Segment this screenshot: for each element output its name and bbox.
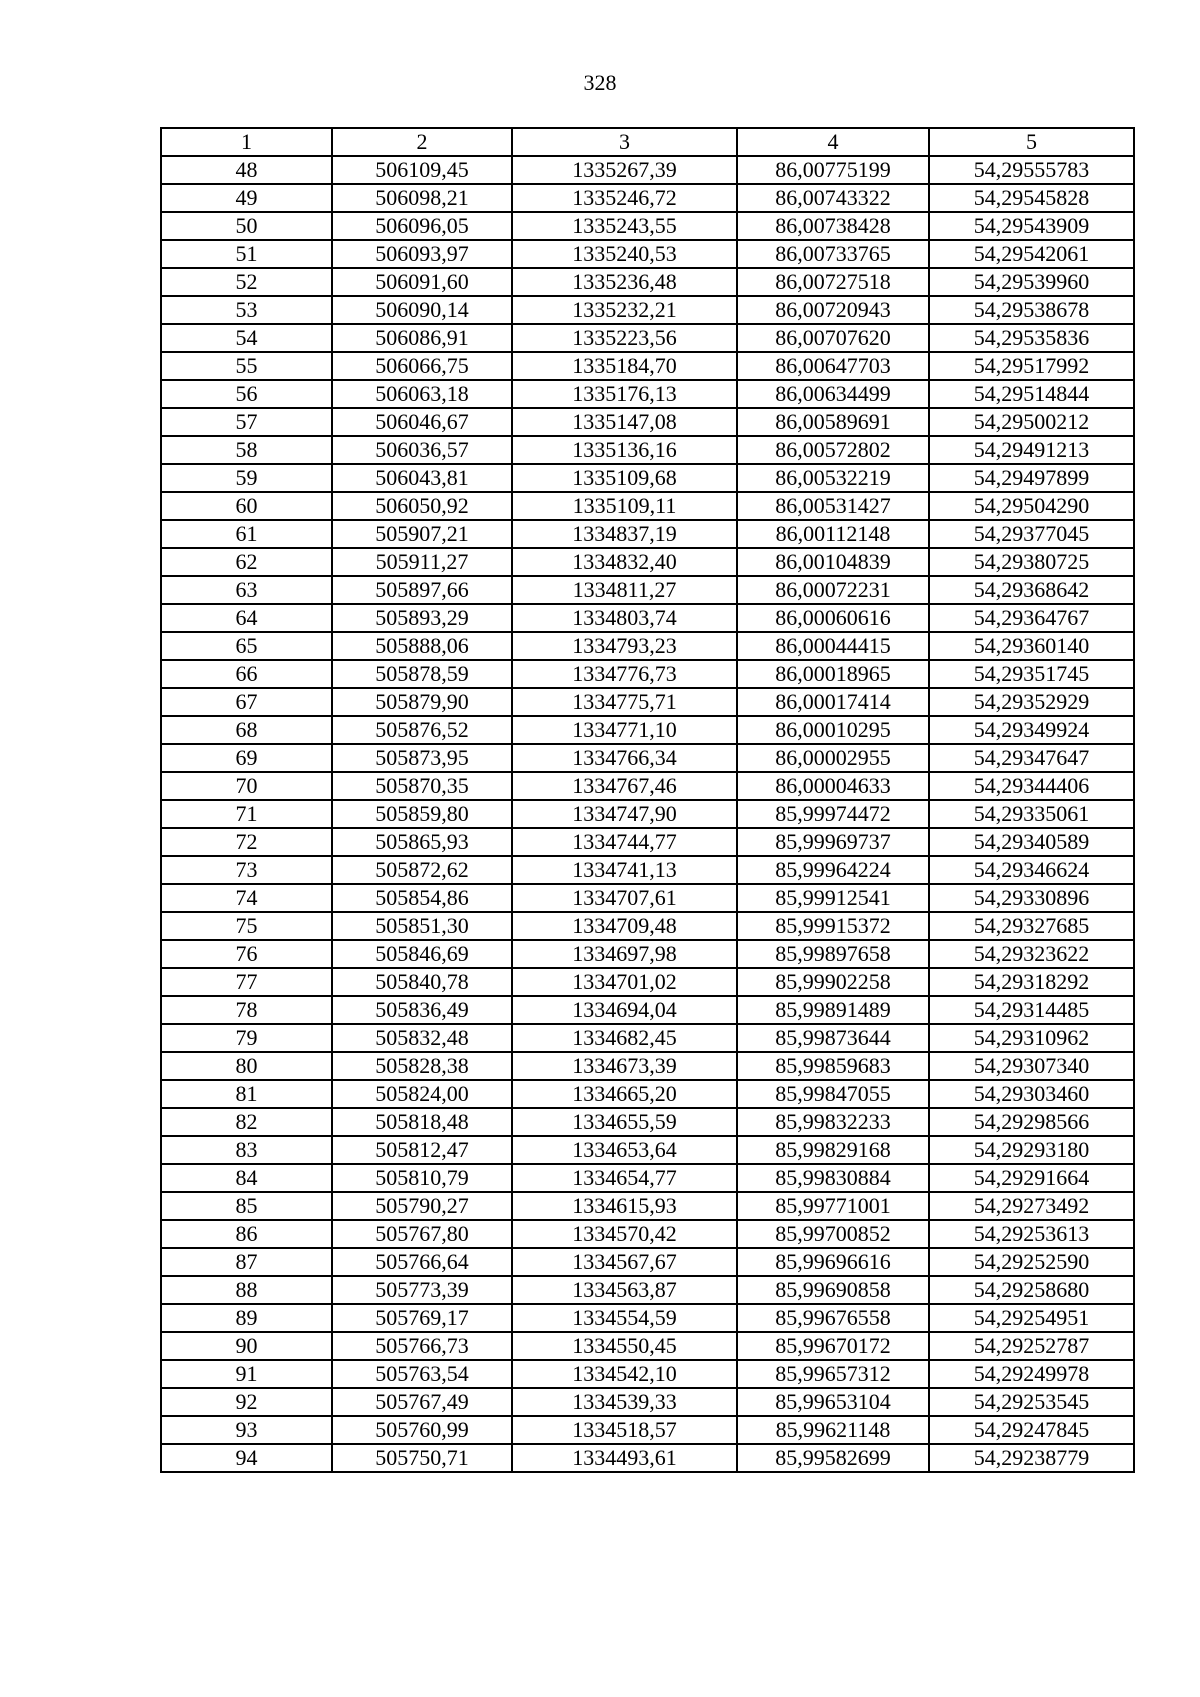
table-cell: 81 (161, 1080, 332, 1108)
table-row (161, 1276, 1134, 1304)
table-cell: 54,29346624 (929, 856, 1134, 884)
table-cell: 54,29310962 (929, 1024, 1134, 1052)
table-cell: 67 (161, 688, 332, 716)
table-row (161, 1416, 1134, 1444)
table-cell: 86,00531427 (737, 492, 929, 520)
table-cell: 54,29327685 (929, 912, 1134, 940)
table-cell: 505767,49 (332, 1388, 512, 1416)
table-cell: 85,99653104 (737, 1388, 929, 1416)
table-cell: 506043,81 (332, 464, 512, 492)
table-cell: 86,00589691 (737, 408, 929, 436)
table-cell: 1335109,11 (512, 492, 737, 520)
table-cell: 85,99897658 (737, 940, 929, 968)
table-cell: 1334653,64 (512, 1136, 737, 1164)
table-cell: 86,00017414 (737, 688, 929, 716)
table-cell: 86,00112148 (737, 520, 929, 548)
table-cell: 54,29247845 (929, 1416, 1134, 1444)
table-cell: 54,29252590 (929, 1248, 1134, 1276)
table-cell: 54,29360140 (929, 632, 1134, 660)
table-cell: 54,29238779 (929, 1444, 1134, 1472)
table-cell: 1334673,39 (512, 1052, 737, 1080)
column-header: 2 (332, 128, 512, 156)
table-row (161, 1444, 1134, 1472)
table-row (161, 1108, 1134, 1136)
table-cell: 506046,67 (332, 408, 512, 436)
table-cell: 505893,29 (332, 604, 512, 632)
table-cell: 54,29543909 (929, 212, 1134, 240)
table-cell: 54,29291664 (929, 1164, 1134, 1192)
table-cell: 86,00018965 (737, 660, 929, 688)
table-cell: 1334771,10 (512, 716, 737, 744)
table-cell: 50 (161, 212, 332, 240)
table-row (161, 884, 1134, 912)
table-cell: 505888,06 (332, 632, 512, 660)
table-cell: 506066,75 (332, 352, 512, 380)
table-cell: 62 (161, 548, 332, 576)
table-cell: 61 (161, 520, 332, 548)
table-cell: 1334837,19 (512, 520, 737, 548)
table-cell: 505873,95 (332, 744, 512, 772)
table-cell: 53 (161, 296, 332, 324)
table-cell: 1334570,42 (512, 1220, 737, 1248)
table-cell: 72 (161, 828, 332, 856)
table-cell: 505763,54 (332, 1360, 512, 1388)
table-cell: 68 (161, 716, 332, 744)
table-cell: 54,29303460 (929, 1080, 1134, 1108)
table-cell: 505846,69 (332, 940, 512, 968)
table-cell: 86,00738428 (737, 212, 929, 240)
table-cell: 506098,21 (332, 184, 512, 212)
table-cell: 56 (161, 380, 332, 408)
table-cell: 1335136,16 (512, 436, 737, 464)
table-cell: 1334654,77 (512, 1164, 737, 1192)
coordinates-table (160, 127, 1135, 1473)
table-cell: 86,00060616 (737, 604, 929, 632)
table-row (161, 828, 1134, 856)
table-cell: 54,29344406 (929, 772, 1134, 800)
table-row (161, 660, 1134, 688)
table-cell: 85,99830884 (737, 1164, 929, 1192)
table-cell: 1334775,71 (512, 688, 737, 716)
table-cell: 505865,93 (332, 828, 512, 856)
table-row (161, 744, 1134, 772)
table-row (161, 520, 1134, 548)
table-cell: 1334493,61 (512, 1444, 737, 1472)
table-cell: 505872,62 (332, 856, 512, 884)
table-cell: 54,29252787 (929, 1332, 1134, 1360)
table-cell: 1334709,48 (512, 912, 737, 940)
table-cell: 49 (161, 184, 332, 212)
table-row (161, 548, 1134, 576)
table-cell: 1334747,90 (512, 800, 737, 828)
table-cell: 85,99582699 (737, 1444, 929, 1472)
table-row (161, 212, 1134, 240)
table-cell: 54,29349924 (929, 716, 1134, 744)
table-row (161, 268, 1134, 296)
table-cell: 1334767,46 (512, 772, 737, 800)
table-cell: 505911,27 (332, 548, 512, 576)
table-row (161, 632, 1134, 660)
table-cell: 48 (161, 156, 332, 184)
table-cell: 1335246,72 (512, 184, 737, 212)
table-row (161, 1360, 1134, 1388)
table-cell: 505828,38 (332, 1052, 512, 1080)
table-cell: 85,99657312 (737, 1360, 929, 1388)
table-cell: 54,29514844 (929, 380, 1134, 408)
table-cell: 89 (161, 1304, 332, 1332)
table-cell: 86,00532219 (737, 464, 929, 492)
table-cell: 57 (161, 408, 332, 436)
table-cell: 1334615,93 (512, 1192, 737, 1220)
table-row (161, 1080, 1134, 1108)
table-cell: 505750,71 (332, 1444, 512, 1472)
table-row (161, 1164, 1134, 1192)
table-cell: 506050,92 (332, 492, 512, 520)
table-row (161, 408, 1134, 436)
table-cell: 1334741,13 (512, 856, 737, 884)
table-row (161, 856, 1134, 884)
table-cell: 85,99670172 (737, 1332, 929, 1360)
table-cell: 86,00647703 (737, 352, 929, 380)
table-cell: 506063,18 (332, 380, 512, 408)
table-cell: 79 (161, 1024, 332, 1052)
table-cell: 1334811,27 (512, 576, 737, 604)
table-cell: 91 (161, 1360, 332, 1388)
table-cell: 64 (161, 604, 332, 632)
table-row (161, 772, 1134, 800)
table-cell: 86,00743322 (737, 184, 929, 212)
table-cell: 80 (161, 1052, 332, 1080)
table-cell: 505769,17 (332, 1304, 512, 1332)
table-cell: 505773,39 (332, 1276, 512, 1304)
table-cell: 1334744,77 (512, 828, 737, 856)
table-cell: 54,29377045 (929, 520, 1134, 548)
table-cell: 1334776,73 (512, 660, 737, 688)
table-row (161, 968, 1134, 996)
table-cell: 86,00044415 (737, 632, 929, 660)
table-cell: 86,00572802 (737, 436, 929, 464)
table-cell: 84 (161, 1164, 332, 1192)
table-cell: 54,29535836 (929, 324, 1134, 352)
table-cell: 1334707,61 (512, 884, 737, 912)
table-cell: 54,29298566 (929, 1108, 1134, 1136)
table-row (161, 716, 1134, 744)
table-cell: 505767,80 (332, 1220, 512, 1248)
table-cell: 505766,64 (332, 1248, 512, 1276)
table-cell: 65 (161, 632, 332, 660)
table-row (161, 1388, 1134, 1416)
table-row (161, 436, 1134, 464)
table-cell: 54,29368642 (929, 576, 1134, 604)
table-cell: 54,29491213 (929, 436, 1134, 464)
table-cell: 85,99873644 (737, 1024, 929, 1052)
table-cell: 1334554,59 (512, 1304, 737, 1332)
table-cell: 86,00002955 (737, 744, 929, 772)
table-cell: 71 (161, 800, 332, 828)
table-cell: 86,00775199 (737, 156, 929, 184)
table-cell: 54,29254951 (929, 1304, 1134, 1332)
table-cell: 54,29253545 (929, 1388, 1134, 1416)
table-cell: 85,99902258 (737, 968, 929, 996)
table-row (161, 240, 1134, 268)
table-cell: 1334567,67 (512, 1248, 737, 1276)
table-row (161, 352, 1134, 380)
table-cell: 85,99859683 (737, 1052, 929, 1080)
table-cell: 85,99700852 (737, 1220, 929, 1248)
table-row (161, 912, 1134, 940)
column-header: 4 (737, 128, 929, 156)
table-cell: 505832,48 (332, 1024, 512, 1052)
table-cell: 54,29500212 (929, 408, 1134, 436)
table-cell: 1334539,33 (512, 1388, 737, 1416)
table-cell: 92 (161, 1388, 332, 1416)
table-cell: 54,29545828 (929, 184, 1134, 212)
table-cell: 1334697,98 (512, 940, 737, 968)
column-header: 5 (929, 128, 1134, 156)
table-cell: 1334563,87 (512, 1276, 737, 1304)
table-cell: 85,99912541 (737, 884, 929, 912)
table-cell: 70 (161, 772, 332, 800)
table-cell: 90 (161, 1332, 332, 1360)
table-cell: 506090,14 (332, 296, 512, 324)
table-cell: 86 (161, 1220, 332, 1248)
table-cell: 505907,21 (332, 520, 512, 548)
table-cell: 86,00707620 (737, 324, 929, 352)
table-cell: 505878,59 (332, 660, 512, 688)
table-cell: 54,29249978 (929, 1360, 1134, 1388)
table-cell: 87 (161, 1248, 332, 1276)
table-row (161, 940, 1134, 968)
table-cell: 505836,49 (332, 996, 512, 1024)
table-cell: 1334542,10 (512, 1360, 737, 1388)
table-cell: 60 (161, 492, 332, 520)
table-cell: 1334665,20 (512, 1080, 737, 1108)
table-row (161, 1136, 1134, 1164)
table-cell: 505812,47 (332, 1136, 512, 1164)
table-cell: 54,29555783 (929, 156, 1134, 184)
table-cell: 52 (161, 268, 332, 296)
table-cell: 1334518,57 (512, 1416, 737, 1444)
table-cell: 1334766,34 (512, 744, 737, 772)
table-cell: 54,29330896 (929, 884, 1134, 912)
table-row (161, 996, 1134, 1024)
table-cell: 505818,48 (332, 1108, 512, 1136)
table-cell: 85,99690858 (737, 1276, 929, 1304)
table-cell: 85,99847055 (737, 1080, 929, 1108)
table-cell: 1335176,13 (512, 380, 737, 408)
table-cell: 54,29318292 (929, 968, 1134, 996)
table-cell: 1334832,40 (512, 548, 737, 576)
table-cell: 505897,66 (332, 576, 512, 604)
table-cell: 86,00072231 (737, 576, 929, 604)
table-body (161, 156, 1134, 1472)
table-cell: 85,99832233 (737, 1108, 929, 1136)
table-cell: 1334550,45 (512, 1332, 737, 1360)
table-cell: 505760,99 (332, 1416, 512, 1444)
table-cell: 505879,90 (332, 688, 512, 716)
table-cell: 1335109,68 (512, 464, 737, 492)
table-cell: 94 (161, 1444, 332, 1472)
table-row (161, 1220, 1134, 1248)
table-cell: 505766,73 (332, 1332, 512, 1360)
table-cell: 54,29253613 (929, 1220, 1134, 1248)
table-row (161, 184, 1134, 212)
table-cell: 54,29314485 (929, 996, 1134, 1024)
table-cell: 69 (161, 744, 332, 772)
table-row (161, 1024, 1134, 1052)
table-row (161, 1248, 1134, 1276)
table-cell: 54,29340589 (929, 828, 1134, 856)
table-cell: 85,99829168 (737, 1136, 929, 1164)
table-cell: 1335236,48 (512, 268, 737, 296)
table-cell: 505810,79 (332, 1164, 512, 1192)
table-cell: 54,29539960 (929, 268, 1134, 296)
table-cell: 54,29273492 (929, 1192, 1134, 1220)
table-cell: 66 (161, 660, 332, 688)
table-cell: 86,00727518 (737, 268, 929, 296)
table-cell: 85,99964224 (737, 856, 929, 884)
table-cell: 76 (161, 940, 332, 968)
table-row (161, 688, 1134, 716)
table-cell: 54,29258680 (929, 1276, 1134, 1304)
table-cell: 86,00733765 (737, 240, 929, 268)
table-cell: 54,29364767 (929, 604, 1134, 632)
table-cell: 505851,30 (332, 912, 512, 940)
table-cell: 54,29351745 (929, 660, 1134, 688)
table-row (161, 1332, 1134, 1360)
table-cell: 82 (161, 1108, 332, 1136)
table-cell: 54,29542061 (929, 240, 1134, 268)
table-cell: 54,29307340 (929, 1052, 1134, 1080)
table-cell: 1334694,04 (512, 996, 737, 1024)
table-cell: 86,00104839 (737, 548, 929, 576)
table-cell: 78 (161, 996, 332, 1024)
table-row (161, 380, 1134, 408)
table-cell: 505876,52 (332, 716, 512, 744)
table-cell: 506093,97 (332, 240, 512, 268)
table-cell: 86,00004633 (737, 772, 929, 800)
table-cell: 506109,45 (332, 156, 512, 184)
table-row (161, 156, 1134, 184)
table-cell: 54,29293180 (929, 1136, 1134, 1164)
table-cell: 1335232,21 (512, 296, 737, 324)
table-cell: 93 (161, 1416, 332, 1444)
table-cell: 506091,60 (332, 268, 512, 296)
table-cell: 85,99621148 (737, 1416, 929, 1444)
table-cell: 54,29497899 (929, 464, 1134, 492)
table-cell: 85,99969737 (737, 828, 929, 856)
table-cell: 54,29347647 (929, 744, 1134, 772)
table-cell: 88 (161, 1276, 332, 1304)
table-cell: 86,00010295 (737, 716, 929, 744)
table-cell: 63 (161, 576, 332, 604)
table-row (161, 576, 1134, 604)
table-cell: 59 (161, 464, 332, 492)
table-cell: 505859,80 (332, 800, 512, 828)
table-cell: 505840,78 (332, 968, 512, 996)
table-cell: 85,99915372 (737, 912, 929, 940)
table-row (161, 1192, 1134, 1220)
table-cell: 54,29538678 (929, 296, 1134, 324)
table-cell: 85,99696616 (737, 1248, 929, 1276)
table-cell: 1335184,70 (512, 352, 737, 380)
table-cell: 1334655,59 (512, 1108, 737, 1136)
table-cell: 54,29504290 (929, 492, 1134, 520)
table-cell: 505824,00 (332, 1080, 512, 1108)
table-cell: 54,29352929 (929, 688, 1134, 716)
table-cell: 85,99771001 (737, 1192, 929, 1220)
table-row (161, 464, 1134, 492)
column-header: 1 (161, 128, 332, 156)
table-cell: 86,00720943 (737, 296, 929, 324)
table-cell: 54,29380725 (929, 548, 1134, 576)
table-cell: 85,99974472 (737, 800, 929, 828)
table-cell: 74 (161, 884, 332, 912)
table-cell: 505790,27 (332, 1192, 512, 1220)
table-row (161, 800, 1134, 828)
table-cell: 1334682,45 (512, 1024, 737, 1052)
table-cell: 85,99676558 (737, 1304, 929, 1332)
table-row (161, 1052, 1134, 1080)
table-cell: 1335267,39 (512, 156, 737, 184)
table-cell: 505854,86 (332, 884, 512, 912)
table-cell: 54 (161, 324, 332, 352)
table-header-row (161, 128, 1134, 156)
table-cell: 1335223,56 (512, 324, 737, 352)
table-cell: 506086,91 (332, 324, 512, 352)
table-cell: 506036,57 (332, 436, 512, 464)
table-cell: 1334701,02 (512, 968, 737, 996)
table-cell: 505870,35 (332, 772, 512, 800)
table-cell: 86,00634499 (737, 380, 929, 408)
table-cell: 73 (161, 856, 332, 884)
table-cell: 1334803,74 (512, 604, 737, 632)
table-cell: 506096,05 (332, 212, 512, 240)
table-row (161, 296, 1134, 324)
table-cell: 83 (161, 1136, 332, 1164)
column-header: 3 (512, 128, 737, 156)
table-cell: 77 (161, 968, 332, 996)
table-cell: 1335147,08 (512, 408, 737, 436)
table-row (161, 1304, 1134, 1332)
table-row (161, 604, 1134, 632)
table-cell: 1334793,23 (512, 632, 737, 660)
table-cell: 54,29517992 (929, 352, 1134, 380)
table-cell: 54,29323622 (929, 940, 1134, 968)
table-cell: 54,29335061 (929, 800, 1134, 828)
table-cell: 85,99891489 (737, 996, 929, 1024)
table-cell: 58 (161, 436, 332, 464)
table-cell: 75 (161, 912, 332, 940)
table-cell: 85 (161, 1192, 332, 1220)
table-row (161, 492, 1134, 520)
table-row (161, 324, 1134, 352)
table-cell: 51 (161, 240, 332, 268)
table-cell: 55 (161, 352, 332, 380)
table-cell: 1335240,53 (512, 240, 737, 268)
page-number: 328 (583, 70, 617, 95)
table-cell: 1335243,55 (512, 212, 737, 240)
